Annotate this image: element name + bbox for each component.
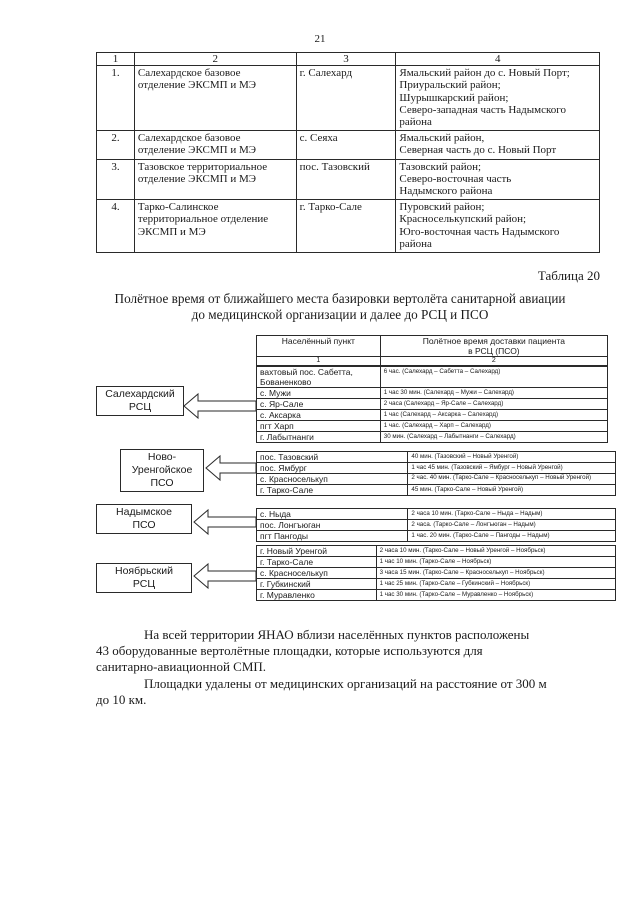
settlement-cell: пос. Лонгъюган — [257, 520, 408, 531]
settlement-cell: с. Красноселькуп — [257, 568, 377, 579]
paragraph-line: 43 оборудованные вертолётные площадки, которые используются для — [96, 643, 483, 658]
paragraph-line: санитарно-авиационной СМП. — [96, 659, 267, 674]
area-cell — [396, 131, 600, 159]
settlement-cell: г. Муравленко — [257, 590, 377, 601]
table-row — [257, 520, 616, 531]
center-label-line: РСЦ — [128, 401, 152, 413]
table-row — [257, 509, 616, 520]
department-cell — [134, 200, 296, 253]
settlement-cell: с. Мужи — [257, 388, 381, 399]
area-line: Тазовский район; — [399, 160, 482, 173]
header-settlement: Населённый пункт — [257, 336, 381, 357]
arrow-left-icon — [184, 394, 256, 418]
center-box-nadym — [96, 504, 192, 534]
table-header-row — [97, 53, 600, 66]
flight-time-cell: 1 час 45 мин. (Тазовский – Ямбург – Новый Уренгой) — [408, 463, 616, 474]
area-line: Пуровский район; — [399, 201, 485, 214]
flight-time-cell: 3 часа 15 мин. (Тарко-Сале – Красноселькуп – Ноябрьск) — [376, 568, 615, 579]
column-number-row — [257, 357, 608, 366]
area-cell — [396, 200, 600, 253]
column-header: 2 — [134, 53, 296, 66]
area-line: Красноселькупский район; — [399, 213, 527, 226]
city-cell: г. Тарко-Сале — [296, 200, 396, 253]
city-cell: г. Салехард — [296, 66, 396, 131]
table-row — [257, 399, 608, 410]
area-line: района — [399, 116, 432, 129]
department-line: ЭКСМП и МЭ — [137, 225, 206, 238]
table-row — [257, 388, 608, 399]
center-label-line: Ноябрьский — [114, 565, 173, 577]
department-cell — [134, 66, 296, 131]
area-cell — [396, 159, 600, 200]
settlement-cell: г. Лабытнанги — [257, 432, 381, 443]
flight-time-cell: 6 час. (Салехард – Сабетта – Салехард) — [380, 367, 607, 388]
table-row — [257, 579, 616, 590]
center-label-line: РСЦ — [132, 578, 156, 590]
settlement-cell: г. Губкинский — [257, 579, 377, 590]
settlement-cell: пос. Тазовский — [257, 452, 408, 463]
table-row — [97, 159, 600, 200]
table-row — [257, 590, 616, 601]
flight-time-cell: 45 мин. (Тарко-Сале – Новый Уренгой) — [408, 485, 616, 496]
settlement-cell: г. Новый Уренгой — [257, 546, 377, 557]
settlement-cell: г. Тарко-Сале — [257, 485, 408, 496]
settlement-cell: пос. Ямбург — [257, 463, 408, 474]
table-row — [97, 200, 600, 253]
dispatch-table — [96, 52, 600, 253]
caption-line: Полётное время от ближайшего места базировки вертолёта санитарной авиации — [114, 291, 566, 306]
table-caption — [60, 291, 620, 323]
table-row — [257, 452, 616, 463]
arrow-left-icon — [194, 564, 256, 588]
department-line: отделение ЭКСМП и МЭ — [137, 144, 256, 157]
flight-time-header — [256, 335, 608, 366]
settlement-cell: с. Аксарка — [257, 410, 381, 421]
paragraph-line: На всей территории ЯНАО вблизи населённых пунктов расположены — [144, 627, 530, 642]
table-row — [257, 474, 616, 485]
column-header: 1 — [97, 53, 135, 66]
center-label-line: ПСО — [150, 477, 174, 489]
paragraph-line: Площадки удалены от медицинских организаций на расстояние от 300 м — [144, 676, 547, 691]
settlement-line: Бованенково — [260, 377, 312, 387]
table-row — [257, 463, 616, 474]
column-number: 1 — [257, 357, 381, 366]
group-salekhard-table — [256, 366, 608, 443]
flight-time-cell: 1 час 25 мин. (Тарко-Сале – Губкинский – Ноябрьск) — [376, 579, 615, 590]
settlement-cell: пгт Пангоды — [257, 531, 408, 542]
department-line: Салехардское базовое — [137, 132, 241, 145]
center-label-line: Ново- — [147, 451, 177, 463]
caption-line: до медицинской организации и далее до РСЦ и ПСО — [191, 307, 489, 322]
paragraph-distance — [96, 676, 600, 708]
table-label: Таблица 20 — [537, 268, 600, 283]
center-label-line: Уренгойское — [131, 464, 193, 476]
center-label-line: ПСО — [132, 519, 156, 531]
header-line: в РСЦ (ПСО) — [468, 346, 520, 356]
area-line: Северо-западная часть Надымского — [399, 103, 567, 116]
arrows-layer — [180, 366, 262, 606]
table-row — [97, 131, 600, 159]
flight-time-cell: 2 часа 10 мин. (Тарко-Сале – Ныда – Надым) — [408, 509, 616, 520]
row-number: 2. — [97, 131, 135, 159]
settlement-line: вахтовый пос. Сабетта, — [260, 367, 353, 377]
area-line: Шурышкарский район; — [399, 91, 509, 104]
department-line: Тарко-Салинское — [137, 201, 219, 214]
table-row — [257, 557, 616, 568]
header-flight-time — [380, 336, 607, 357]
center-box-salekhard — [96, 386, 184, 416]
center-box-noyabrsk — [96, 563, 192, 593]
paragraph-helipads — [96, 627, 600, 675]
center-label-line: Надымское — [116, 506, 172, 518]
flight-time-cell: 40 мин. (Тазовский – Новый Уренгой) — [408, 452, 616, 463]
table-row — [257, 421, 608, 432]
group-nadym-table — [256, 508, 616, 542]
flight-time-cell: 30 мин. (Салехард – Лабытнанги – Салехард) — [380, 432, 607, 443]
flight-time-cell: 2 часа 10 мин. (Тарко-Сале – Новый Уренгой – Ноябрьск) — [376, 546, 615, 557]
arrow-left-icon — [206, 456, 256, 480]
area-line: Ямальский район до с. Новый Порт; — [399, 67, 570, 80]
flight-time-cell: 1 час. 20 мин. (Тарко-Сале – Пангоды – Надым) — [408, 531, 616, 542]
table-row — [257, 432, 608, 443]
flight-time-cell: 1 час. (Салехард – Харп – Салехард) — [380, 421, 607, 432]
department-line: Тазовское территориальное — [137, 160, 268, 173]
table-row — [257, 568, 616, 579]
city-cell: с. Сеяха — [296, 131, 396, 159]
group-novy-urengoy-table — [256, 451, 616, 496]
page-number: 21 — [314, 33, 326, 45]
column-header: 3 — [296, 53, 396, 66]
row-number: 4. — [97, 200, 135, 253]
area-line: Ямальский район, — [399, 132, 485, 145]
department-line: территориальное отделение — [137, 213, 269, 226]
department-cell — [134, 159, 296, 200]
flight-time-cell: 1 час 10 мин. (Тарко-Сале – Ноябрьск) — [376, 557, 615, 568]
header-row — [257, 336, 608, 357]
department-cell — [134, 131, 296, 159]
settlement-cell: с. Ныда — [257, 509, 408, 520]
department-line: Салехардское базовое — [137, 67, 241, 80]
area-line: Надымского района — [399, 185, 493, 198]
table-row — [257, 367, 608, 388]
paragraph-line: до 10 км. — [96, 692, 147, 707]
column-number: 2 — [380, 357, 607, 366]
arrow-left-icon — [194, 510, 256, 534]
area-line: Юго-восточная часть Надымского — [399, 225, 560, 238]
row-number: 1. — [97, 66, 135, 131]
settlement-cell — [257, 367, 381, 388]
area-line: Северная часть до с. Новый Порт — [399, 144, 557, 157]
area-line: Северо-восточная часть — [399, 172, 512, 185]
flight-time-cell: 1 час 30 мин. (Салехард – Мужи – Салехард) — [380, 388, 607, 399]
area-line: района — [399, 237, 432, 250]
flight-time-cell: 1 час 30 мин. (Тарко-Сале – Муравленко – Ноябрьск) — [376, 590, 615, 601]
table-row — [257, 410, 608, 421]
department-line: отделение ЭКСМП и МЭ — [137, 79, 256, 92]
area-cell — [396, 66, 600, 131]
group-noyabrsk-table — [256, 545, 616, 601]
area-line: Приуральский район; — [399, 79, 501, 92]
settlement-cell: г. Тарко-Сале — [257, 557, 377, 568]
table-row — [257, 485, 616, 496]
settlement-cell: с. Яр-Сале — [257, 399, 381, 410]
flight-time-cell: 2 часа (Салехард – Яр-Сале – Салехард) — [380, 399, 607, 410]
settlement-cell: пгт Харп — [257, 421, 381, 432]
table-row — [257, 546, 616, 557]
center-label-line: Салехардский — [105, 388, 175, 400]
column-header: 4 — [396, 53, 600, 66]
city-cell: пос. Тазовский — [296, 159, 396, 200]
flight-time-cell: 2 час. 40 мин. (Тарко-Сале – Красноселькуп – Новый Уренгой) — [408, 474, 616, 485]
department-line: отделение ЭКСМП и МЭ — [137, 172, 256, 185]
table-row — [257, 531, 616, 542]
table-row — [97, 66, 600, 131]
flight-time-cell: 2 часа. (Тарко-Сале – Лонгъюган – Надым) — [408, 520, 616, 531]
settlement-cell: с. Красноселькуп — [257, 474, 408, 485]
row-number: 3. — [97, 159, 135, 200]
flight-time-cell: 1 час (Салехард – Аксарка – Салехард) — [380, 410, 607, 421]
header-line: Полётное время доставки пациента — [422, 336, 565, 346]
